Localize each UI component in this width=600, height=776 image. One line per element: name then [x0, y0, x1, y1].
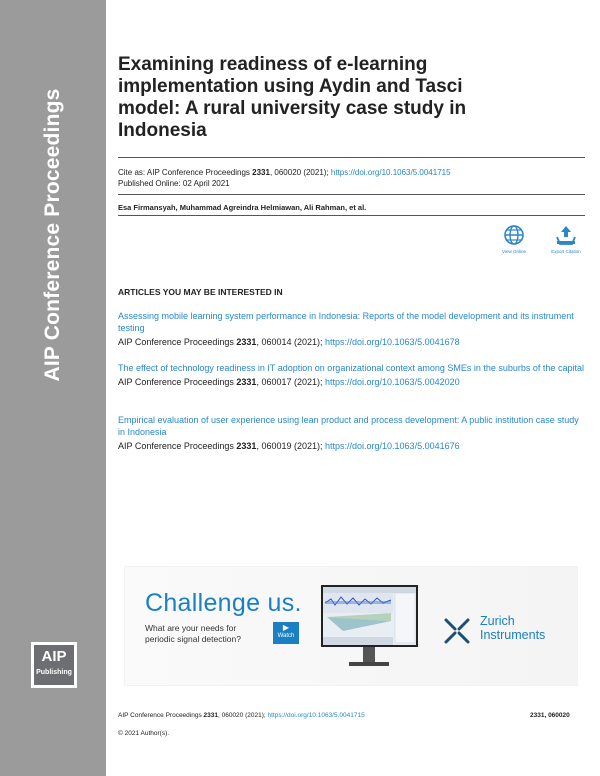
related-article	[118, 414, 588, 452]
play-icon: ▶	[282, 623, 290, 632]
related-article-ref: AIP Conference Proceedings 2331, 060017 (2021); https://doi.org/10.1063/5.0042020	[118, 377, 460, 387]
related-article-title[interactable]: Assessing mobile learning system performance in Indonesia: Reports of the model development and its instrument testing	[118, 311, 574, 333]
paper-doi-link[interactable]: https://doi.org/10.1063/5.0041715	[330, 168, 451, 177]
export-citation-label: Export Citation	[551, 249, 581, 254]
sidebar: AIP Conference Proceedings AIP Publishing	[0, 0, 106, 776]
aip-publishing-logo[interactable]	[31, 642, 77, 688]
related-article-title[interactable]: Empirical evaluation of user experience using lean product and process development: A public institution case study in Indonesia	[118, 415, 579, 437]
ad-subtext: What are your needs for periodic signal detection?	[145, 623, 241, 644]
divider	[118, 157, 585, 158]
divider	[118, 194, 585, 195]
citation-line: Cite as: AIP Conference Proceedings 2331, 060020 (2021); https://doi.org/10.1063/5.0041715	[118, 168, 451, 177]
paper-title: Examining readiness of e-learning implementation using Aydin and Tasci model: A rural university case study in Indonesia	[118, 54, 467, 141]
advertisement-banner[interactable]	[124, 566, 578, 686]
divider	[118, 215, 585, 216]
ad-headline: Challenge us.	[145, 589, 302, 617]
related-article-ref: AIP Conference Proceedings 2331, 060014 (2021); https://doi.org/10.1063/5.0041678	[118, 337, 460, 347]
copyright: © 2021 Author(s).	[118, 730, 170, 737]
globe-icon	[503, 224, 525, 246]
export-citation-button[interactable]	[549, 224, 583, 254]
zurich-instruments-wordmark: Zurich Instruments	[480, 614, 546, 642]
export-icon	[554, 224, 578, 246]
footer-citation: AIP Conference Proceedings 2331, 060020 (2021); https://doi.org/10.1063/5.0041715	[118, 712, 365, 719]
authors: Esa Firmansyah, Muhammad Agreindra Helmiawan, Ali Rahman, et al.	[118, 203, 367, 212]
logo-text-aip: AIP	[41, 648, 67, 665]
zurich-instruments-logo-icon	[443, 617, 471, 645]
monitor-image	[321, 585, 418, 647]
related-article	[118, 310, 588, 348]
related-article-doi[interactable]: https://doi.org/10.1063/5.0041678	[325, 337, 460, 347]
view-online-label: View Online	[502, 249, 526, 254]
related-article-doi[interactable]: https://doi.org/10.1063/5.0042020	[325, 377, 460, 387]
view-online-button[interactable]	[497, 224, 531, 254]
published-date: Published Online: 02 April 2021	[118, 179, 230, 188]
logo-text-publishing: Publishing	[36, 669, 72, 676]
related-article-doi[interactable]: https://doi.org/10.1063/5.0041676	[325, 441, 460, 451]
page-number: 2331, 060020	[530, 712, 570, 719]
related-article-title[interactable]: The effect of technology readiness in IT adoption on organizational context among SMEs in the suburbs of the capital	[118, 363, 584, 373]
oscilloscope-screen	[323, 587, 416, 645]
related-articles-heading: ARTICLES YOU MAY BE INTERESTED IN	[118, 287, 283, 297]
related-article-ref: AIP Conference Proceedings 2331, 060019 (2021); https://doi.org/10.1063/5.0041676	[118, 441, 460, 451]
related-article	[118, 362, 588, 388]
watch-button[interactable]: ▶ Watch	[273, 622, 299, 644]
footer-doi-link[interactable]: https://doi.org/10.1063/5.0041715	[267, 712, 365, 719]
